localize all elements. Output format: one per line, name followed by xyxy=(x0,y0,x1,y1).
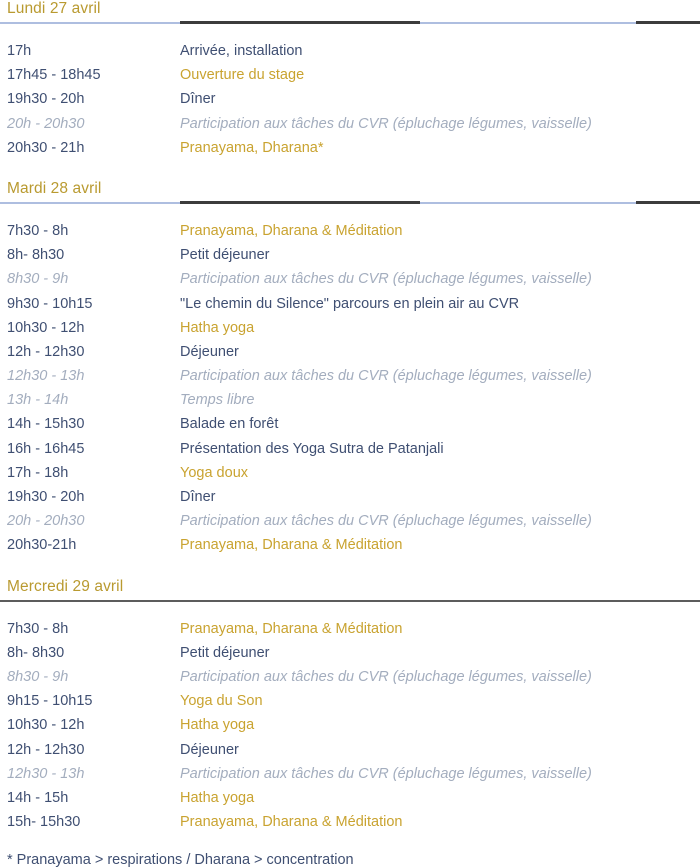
day-heading: Mercredi 29 avril xyxy=(7,577,124,595)
schedule-row xyxy=(0,140,700,164)
schedule-row xyxy=(0,465,700,489)
schedule-row xyxy=(0,91,700,115)
row-time: 13h - 14h xyxy=(7,392,69,409)
row-time: 8h30 - 9h xyxy=(7,271,69,288)
row-activity: Participation aux tâches du CVR (épluchage légumes, vaisselle) xyxy=(180,368,592,385)
row-activity: Hatha yoga xyxy=(180,789,255,806)
row-time: 14h - 15h xyxy=(7,789,69,806)
row-activity: Participation aux tâches du CVR (épluchage légumes, vaisselle) xyxy=(180,668,592,685)
schedule-row xyxy=(0,368,700,392)
row-time: 7h30 - 8h xyxy=(7,620,69,637)
row-activity: Pranayama, Dharana & Méditation xyxy=(180,537,403,554)
schedule-row xyxy=(0,441,700,465)
rule-segment-right xyxy=(636,21,700,24)
row-time: 20h - 20h30 xyxy=(7,115,85,132)
schedule-row xyxy=(0,344,700,368)
rule-segment-right xyxy=(636,201,700,204)
row-time: 17h45 - 18h45 xyxy=(7,67,101,84)
schedule-row xyxy=(0,766,700,790)
schedule-row xyxy=(0,693,700,717)
schedule-row xyxy=(0,67,700,91)
schedule-row xyxy=(0,790,700,814)
row-activity: Balade en forêt xyxy=(180,416,279,433)
row-time: 10h30 - 12h xyxy=(7,717,85,734)
row-activity: Yoga doux xyxy=(180,464,249,481)
rule-segment-middle xyxy=(180,201,420,204)
footnote: * Pranayama > respirations / Dharana > concentration xyxy=(7,852,354,868)
row-activity: Arrivée, installation xyxy=(180,43,303,59)
schedule-rows xyxy=(0,609,700,839)
schedule-row xyxy=(0,717,700,741)
schedule-row xyxy=(0,271,700,295)
row-time: 17h - 18h xyxy=(7,464,69,481)
day-heading: Mardi 28 avril xyxy=(7,179,102,197)
row-time: 12h - 12h30 xyxy=(7,741,85,758)
row-time: 8h30 - 9h xyxy=(7,668,69,685)
row-activity: Pranayama, Dharana & Méditation xyxy=(180,814,403,831)
row-time: 20h30 - 21h xyxy=(7,139,85,156)
schedule-row xyxy=(0,537,700,561)
schedule-row xyxy=(0,669,700,693)
row-time: 20h30-21h xyxy=(7,537,77,554)
row-activity: Pranayama, Dharana & Méditation xyxy=(180,620,403,637)
row-activity: Participation aux tâches du CVR (épluchage légumes, vaisselle) xyxy=(180,765,592,782)
row-activity: Ouverture du stage xyxy=(180,67,305,84)
row-activity: Pranayama, Dharana* xyxy=(180,139,324,156)
rule-segment-middle xyxy=(180,21,420,24)
schedule-rows xyxy=(0,211,700,562)
row-time: 12h30 - 13h xyxy=(7,368,85,385)
row-activity: Yoga du Son xyxy=(180,693,263,710)
schedule-rows xyxy=(0,31,700,164)
row-activity: Temps libre xyxy=(180,392,255,409)
schedule-row xyxy=(0,645,700,669)
section-gap xyxy=(0,164,700,180)
row-time: 9h30 - 10h15 xyxy=(7,295,93,312)
row-time: 12h30 - 13h xyxy=(7,765,85,782)
schedule-row xyxy=(0,247,700,271)
row-time: 9h15 - 10h15 xyxy=(7,693,93,710)
row-time: 17h xyxy=(7,43,32,59)
row-time: 10h30 - 12h xyxy=(7,319,85,336)
day-heading: Lundi 27 avril xyxy=(7,0,101,17)
row-activity: Hatha yoga xyxy=(180,717,255,734)
row-time: 7h30 - 8h xyxy=(7,222,69,239)
row-activity: Dîner xyxy=(180,91,216,108)
section-gap xyxy=(0,562,700,578)
row-time: 8h- 8h30 xyxy=(7,247,65,264)
row-activity: Dîner xyxy=(180,489,216,505)
row-time: 15h- 15h30 xyxy=(7,814,81,831)
day-section xyxy=(0,180,700,562)
schedule-row xyxy=(0,296,700,320)
schedule-row xyxy=(0,392,700,416)
schedule-row xyxy=(0,43,700,67)
schedule-row xyxy=(0,116,700,140)
schedule-row xyxy=(0,416,700,440)
row-activity: Participation aux tâches du CVR (épluchage légumes, vaisselle) xyxy=(180,513,592,530)
schedule-row xyxy=(0,320,700,344)
schedule-row xyxy=(0,742,700,766)
row-time: 19h30 - 20h xyxy=(7,489,85,505)
row-time: 8h- 8h30 xyxy=(7,644,65,661)
schedule-row xyxy=(0,814,700,838)
row-time: 16h - 16h45 xyxy=(7,440,85,457)
row-activity: "Le chemin du Silence" parcours en plein air au CVR xyxy=(180,295,520,312)
row-time: 20h - 20h30 xyxy=(7,513,85,530)
day-heading-rule xyxy=(0,21,700,25)
row-activity: Hatha yoga xyxy=(180,319,255,336)
row-activity: Déjeuner xyxy=(180,343,239,360)
row-activity: Déjeuner xyxy=(180,741,239,758)
row-activity: Participation aux tâches du CVR (épluchage légumes, vaisselle) xyxy=(180,115,592,132)
day-section xyxy=(0,0,700,164)
row-time: 12h - 12h30 xyxy=(7,343,85,360)
day-section xyxy=(0,578,700,839)
row-activity: Présentation des Yoga Sutra de Patanjali xyxy=(180,440,444,457)
row-activity: Pranayama, Dharana & Méditation xyxy=(180,222,403,239)
row-activity: Petit déjeuner xyxy=(180,247,270,264)
schedule-row xyxy=(0,223,700,247)
row-time: 14h - 15h30 xyxy=(7,416,85,433)
schedule-row xyxy=(0,489,700,513)
row-activity: Petit déjeuner xyxy=(180,644,270,661)
day-heading-rule xyxy=(0,201,700,205)
day-heading-rule xyxy=(0,599,700,603)
schedule-row xyxy=(0,513,700,537)
rule-base xyxy=(0,600,700,602)
row-time: 19h30 - 20h xyxy=(7,91,85,108)
schedule-row xyxy=(0,621,700,645)
row-activity: Participation aux tâches du CVR (épluchage légumes, vaisselle) xyxy=(180,271,592,288)
